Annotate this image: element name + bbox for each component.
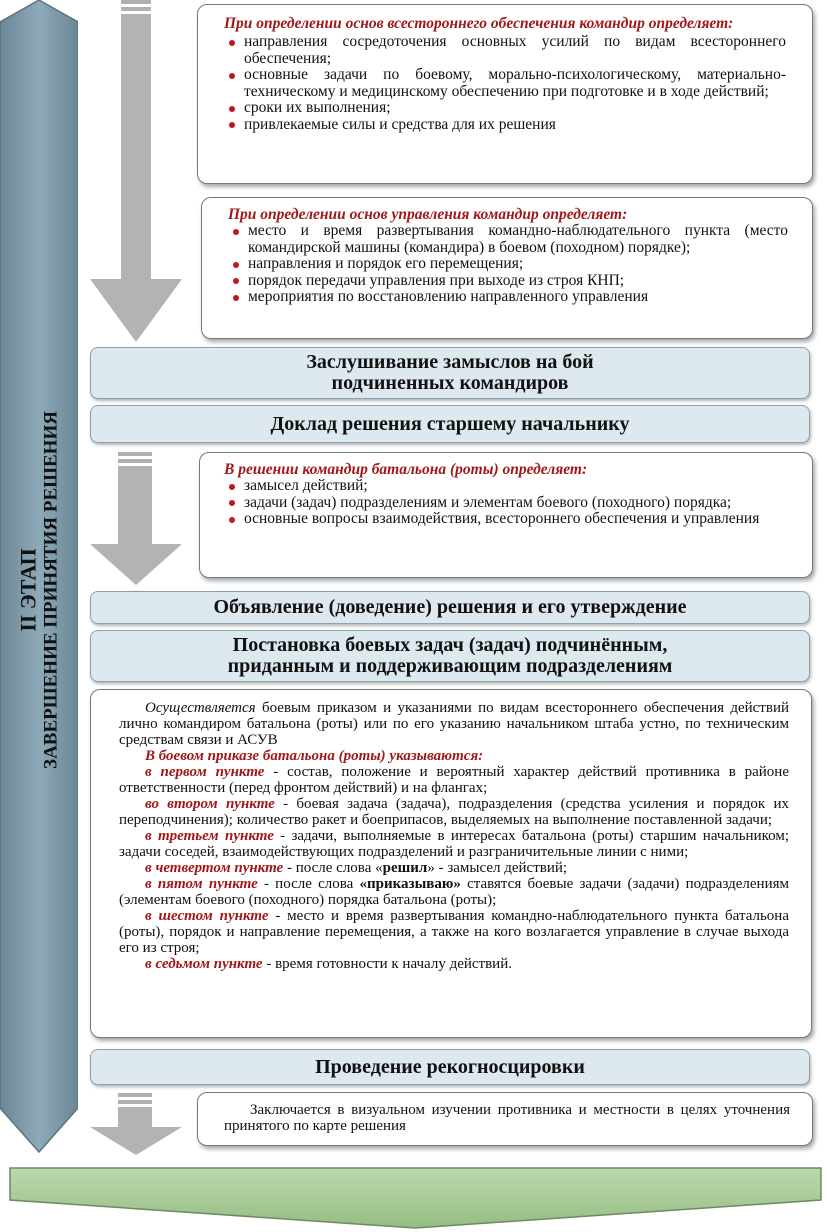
decision-content-box: [199, 452, 813, 578]
hearing-plans-band: [90, 347, 810, 399]
hearing-plans-line1: Заслушивание замыслов на бой: [306, 351, 594, 373]
control-basics-box: [201, 197, 813, 339]
order-point-7: в седьмом пункте - время готовности к началу действий.: [145, 956, 512, 972]
stage-number: II ЭТАП: [15, 548, 41, 632]
report-decision-text: Доклад решения старшему начальнику: [270, 412, 630, 435]
stage-label: [17, 411, 62, 769]
hearing-plans-line2: подчиненных командиров: [331, 372, 569, 394]
stage-title: ЗАВЕРШЕНИЕ ПРИНЯТИЯ РЕШЕНИЯ: [40, 411, 62, 769]
list-item: порядок передачи управления при выходе из строя КНП;: [228, 273, 788, 290]
set-tasks-line1: Постановка боевых задач (задач) подчинённым,: [232, 634, 668, 656]
support-basics-box: [197, 4, 813, 184]
announce-decision-band: [90, 591, 810, 624]
list-item: привлекаемые силы и средства для их решения: [224, 117, 786, 134]
reconnaissance-description: Заключается в визуальном изучении противника и местности в целях уточнения принятого по карте решения: [224, 1102, 790, 1134]
list-item: место и время развертывания командно-наблюдательного пункта (место командирской машины (командира) в боевом (походном) порядке);: [228, 223, 788, 256]
flow-arrow-3: [88, 1093, 188, 1157]
bottom-arrow: [8, 1166, 824, 1230]
list-item: направления и порядок его перемещения;: [228, 256, 788, 273]
report-decision-band: [90, 405, 810, 443]
decision-content-heading: В решении командир батальона (роты) определяет:: [224, 461, 588, 478]
control-basics-heading: При определении основ управления командир определяет:: [228, 206, 628, 223]
reconnaissance-box: [197, 1092, 813, 1146]
list-item: основные задачи по боевому, морально-психологическому, материально-техническому и медицинскому обеспечению при подготовке и в ходе действий;: [224, 67, 786, 100]
support-basics-heading: При определении основ всестороннего обеспечения командир определяет:: [224, 15, 734, 32]
set-tasks-band: [90, 630, 810, 682]
order-point-6: в шестом пункте - место и время развертывания командно-наблюдательного пункта батальона (роты), порядок и направление перемещения, а также на кого возлагается управление в случае выхода его из строя;: [119, 908, 789, 956]
list-item: сроки их выполнения;: [224, 100, 786, 117]
list-item: направления сосредоточения основных усилий по видам всестороннего обеспечения;: [224, 34, 786, 67]
combat-order-intro: Осуществляется боевым приказом и указаниями по видам всестороннего обеспечения действий лично командиром батальона (роты) или по его указанию начальником штаба устно, по техническим средствам связи и АСУВ: [119, 700, 789, 748]
set-tasks-line2: приданным и поддерживающим подразделениям: [227, 655, 673, 677]
flow-arrow-2: [88, 452, 188, 587]
list-item: основные вопросы взаимодействия, всестороннего обеспечения и управления: [224, 511, 788, 528]
order-point-5: в пятом пункте - после слова «приказываю» ставятся боевые задачи (задачи) подразделениям (элементам боевого (походного) порядка батальона (роты);: [119, 876, 789, 908]
combat-order-subheading: В боевом приказе батальона (роты) указываются:: [145, 748, 484, 764]
order-point-2: во втором пункте - боевая задача (задача), подразделения (средства усиления и порядок их переподчинения); количество ракет и боеприпасов, выделяемых на выполнение поставленной задачи;: [119, 796, 789, 828]
order-point-3: в третьем пункте - задачи, выполняемые в интересах батальона (роты) старшим начальником; задачи соседей, взаимодействующих подразделений и разграничительные линии с ними;: [119, 828, 789, 860]
order-point-4: в четвертом пункте - после слова «решил» - замысел действий;: [145, 860, 568, 876]
combat-order-box: [90, 689, 812, 1038]
announce-decision-text: Объявление (доведение) решения и его утверждение: [213, 596, 687, 618]
list-item: задачи (задач) подразделениям и элементам боевого (походного) порядка;: [224, 495, 788, 512]
order-point-1: в первом пункте - состав, положение и вероятный характер действий противника в районе ответственности (перед фронтом действий) и на флангах;: [119, 764, 789, 796]
flow-arrow-1: [88, 0, 188, 345]
list-item: мероприятия по восстановлению направленного управления: [228, 289, 788, 306]
reconnaissance-band: [90, 1049, 810, 1085]
reconnaissance-text: Проведение рекогносцировки: [315, 1055, 585, 1078]
list-item: замысел действий;: [224, 478, 788, 495]
